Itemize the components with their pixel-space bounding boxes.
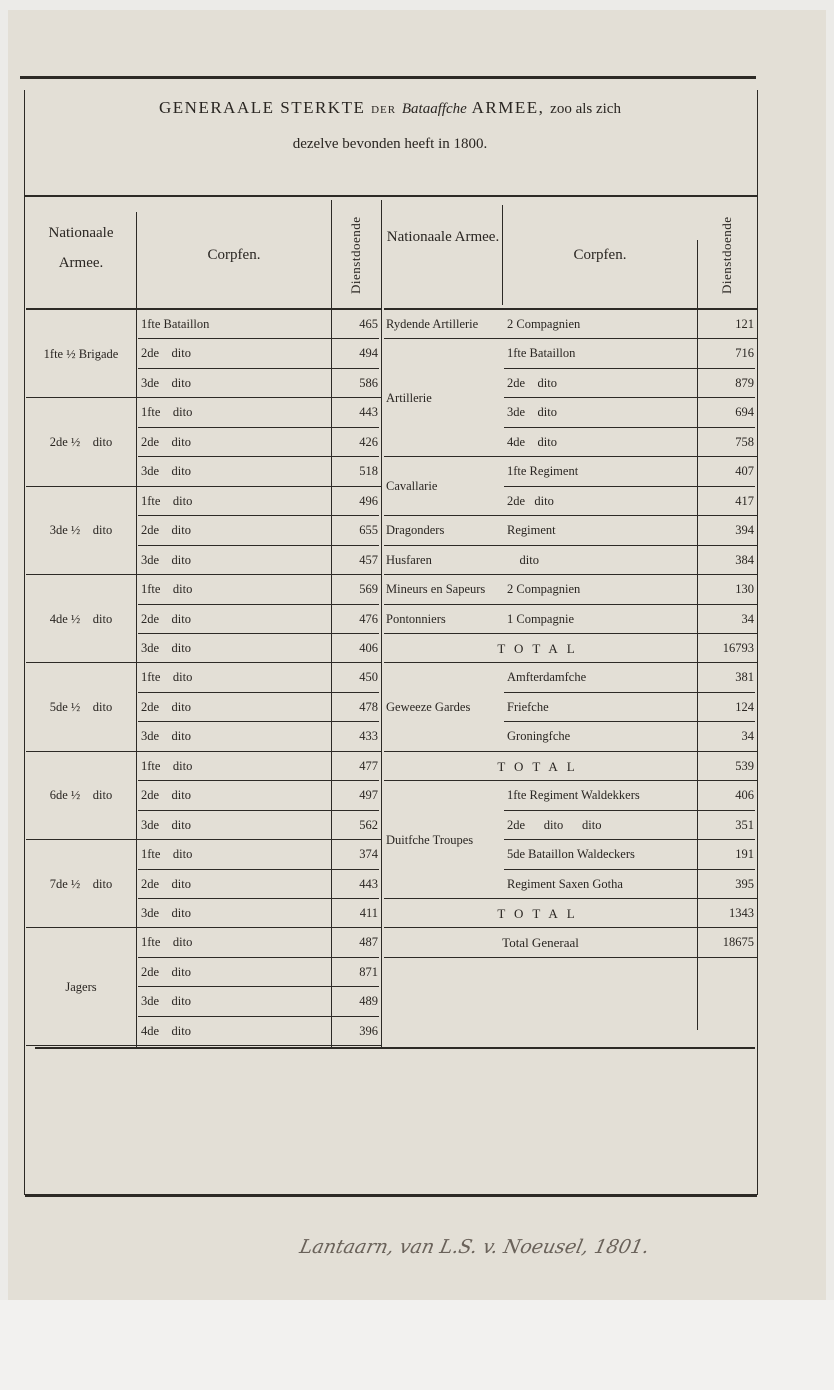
total-value: 16793 <box>722 640 754 655</box>
corps-name: 2de dito <box>141 523 191 538</box>
strength-value: 562 <box>359 817 378 832</box>
corps-name: 3de dito <box>141 552 191 567</box>
header-armee-left: Nationaale Armee. <box>48 225 114 271</box>
header-corps-left: Corpfen. <box>207 247 261 263</box>
corps-name: 1 Compagnie <box>507 611 575 626</box>
corps-name: Groningfche <box>507 729 571 744</box>
strength-value: 655 <box>359 523 378 538</box>
document-title <box>20 98 760 118</box>
rule-table-bottom <box>35 1047 755 1049</box>
group-label: Husfaren <box>386 552 432 567</box>
corps-name: 2 Compagnien <box>507 582 581 597</box>
strength-value: 374 <box>359 847 378 862</box>
strength-value: 465 <box>359 317 378 331</box>
total-value: 1343 <box>729 906 754 920</box>
corps-name: 2de dito dito <box>507 817 602 832</box>
total-value: 18675 <box>722 935 754 950</box>
strength-value: 411 <box>359 906 378 920</box>
corps-name: 3de dito <box>141 464 191 479</box>
corps-name: 3de dito <box>507 405 557 420</box>
strength-value: 443 <box>359 876 378 891</box>
corps-name: 4de dito <box>507 434 557 449</box>
total-value: 539 <box>735 758 754 773</box>
group-label: Artillerie <box>386 390 432 405</box>
border-right <box>757 90 758 1195</box>
strength-value: 694 <box>735 405 754 420</box>
corps-name: 1fte dito <box>141 493 193 508</box>
strength-value: 443 <box>359 405 378 420</box>
strength-value: 879 <box>735 375 754 390</box>
strength-value: 124 <box>735 699 754 714</box>
total-label: TOTAL <box>497 758 584 774</box>
rule-title <box>25 195 757 197</box>
title-part: zoo als zich <box>550 101 621 117</box>
corps-name: Amfterdamfche <box>507 670 587 685</box>
title-part: ARMEE, <box>471 98 545 117</box>
corps-name: 2de dito <box>507 493 554 508</box>
group-label: 4de ½ dito <box>49 611 113 626</box>
strength-value: 34 <box>741 611 754 626</box>
corps-name: 2de dito <box>141 876 191 891</box>
corps-name: 2de dito <box>141 611 191 626</box>
corps-name: 1fte dito <box>141 758 193 773</box>
header-dienst-left: Dienstdoende <box>348 216 363 294</box>
strength-value: 395 <box>735 876 754 891</box>
group-label: 2de ½ dito <box>49 435 113 450</box>
strength-value: 130 <box>735 582 754 597</box>
strength-value: 487 <box>359 935 378 950</box>
strength-value: 351 <box>735 817 754 832</box>
total-label: TOTAL <box>497 640 584 656</box>
corps-name: 2de dito <box>141 434 191 449</box>
corps-name: 1fte dito <box>141 935 193 950</box>
corps-name: 3de dito <box>141 817 191 832</box>
strength-value: 406 <box>735 788 754 803</box>
strength-value: 121 <box>735 317 754 331</box>
corps-name: 3de dito <box>141 906 191 920</box>
corps-name: 4de dito <box>141 1023 191 1038</box>
strength-value: 586 <box>359 375 378 390</box>
corps-name: Friefche <box>507 699 549 714</box>
group-label: Jagers <box>65 979 97 994</box>
strength-value: 478 <box>359 699 378 714</box>
rule-bottom <box>25 1194 757 1197</box>
group-label: 7de ½ dito <box>49 876 113 891</box>
strength-value: 433 <box>359 729 378 744</box>
border-left <box>24 90 25 1195</box>
strength-value: 494 <box>359 346 378 361</box>
row-rule <box>384 957 757 958</box>
strength-value: 871 <box>359 964 378 979</box>
document-subtitle: dezelve bevonden heeft in 1800. <box>292 136 488 152</box>
header-corps-right: Corpfen. <box>573 247 627 263</box>
strength-value: 518 <box>359 464 378 479</box>
strength-value: 450 <box>359 670 378 685</box>
strength-value: 394 <box>735 523 754 538</box>
row-rule <box>26 1045 381 1046</box>
corps-name: 2de dito <box>507 375 557 390</box>
group-label: Duitfche Troupes <box>386 832 474 847</box>
handwritten-signature: Lantaarn, van L.S. v. Noeusel, 1801. <box>297 1236 652 1258</box>
corps-name: 2de dito <box>141 346 191 361</box>
corps-name: 1fte dito <box>141 405 193 420</box>
corps-name: 1fte dito <box>141 847 193 862</box>
strength-value: 406 <box>359 640 378 655</box>
group-label: 3de ½ dito <box>49 523 113 538</box>
background <box>0 1300 834 1390</box>
strength-value: 496 <box>359 493 378 508</box>
group-label: Mineurs en Sapeurs <box>386 582 486 597</box>
corps-name: Regiment <box>507 523 556 538</box>
corps-name: 2de dito <box>141 699 191 714</box>
total-label: TOTAL <box>497 906 584 921</box>
strength-value: 384 <box>735 552 754 567</box>
corps-name: 3de dito <box>141 994 191 1009</box>
corps-name: Regiment Saxen Gotha <box>507 876 623 891</box>
strength-value: 569 <box>359 582 378 597</box>
header-dienst-right: Dienstdoende <box>719 216 734 294</box>
strength-value: 407 <box>735 464 754 479</box>
title-part: GENERAALE STERKTE <box>159 98 366 117</box>
strength-value: 477 <box>359 758 378 773</box>
rule-top <box>20 76 756 79</box>
group-label: Geweeze Gardes <box>386 700 471 715</box>
group-label: 1fte ½ Brigade <box>43 346 119 361</box>
title-part: DER <box>371 104 397 116</box>
corps-name: 5de Bataillon Waldeckers <box>507 847 635 862</box>
corps-name: 1fte dito <box>141 670 193 685</box>
corps-name: 1fte dito <box>141 582 193 597</box>
header-armee-right: Nationaale Armee. <box>386 229 500 245</box>
corps-name: 1fte Regiment Waldekkers <box>507 788 640 803</box>
strength-value: 758 <box>735 434 754 449</box>
corps-name: dito <box>507 552 539 567</box>
strength-value: 191 <box>735 847 754 862</box>
strength-value: 396 <box>359 1023 378 1038</box>
corps-name: 2de dito <box>141 964 191 979</box>
corps-name: 3de dito <box>141 375 191 390</box>
strength-value: 497 <box>359 788 378 803</box>
strength-value: 381 <box>735 670 754 685</box>
title-part: Bataaffche <box>401 101 467 117</box>
corps-name: 2de dito <box>141 788 191 803</box>
corps-name: 1fte Bataillon <box>507 346 576 361</box>
strength-value: 489 <box>359 994 378 1009</box>
strength-value: 426 <box>359 434 378 449</box>
col-divider <box>381 200 382 1047</box>
strength-value: 34 <box>741 729 754 744</box>
strength-value: 716 <box>735 346 754 361</box>
corps-name: 3de dito <box>141 640 191 655</box>
strength-value: 417 <box>735 493 754 508</box>
grand-total-label: Total Generaal <box>502 935 579 951</box>
group-label: Cavallarie <box>386 479 438 494</box>
group-label: 5de ½ dito <box>49 700 113 715</box>
corps-name: 2 Compagnien <box>507 317 581 331</box>
corps-name: 1fte Bataillon <box>141 317 210 331</box>
col-divider <box>136 212 137 1047</box>
group-label: 6de ½ dito <box>49 788 113 803</box>
group-label: Dragonders <box>386 523 445 538</box>
corps-name: 1fte Regiment <box>507 464 579 479</box>
group-label: Rydende Artillerie <box>386 317 479 332</box>
strength-value: 476 <box>359 611 378 626</box>
group-label: Pontonniers <box>386 611 446 626</box>
strength-value: 457 <box>359 552 378 567</box>
corps-name: 3de dito <box>141 729 191 744</box>
